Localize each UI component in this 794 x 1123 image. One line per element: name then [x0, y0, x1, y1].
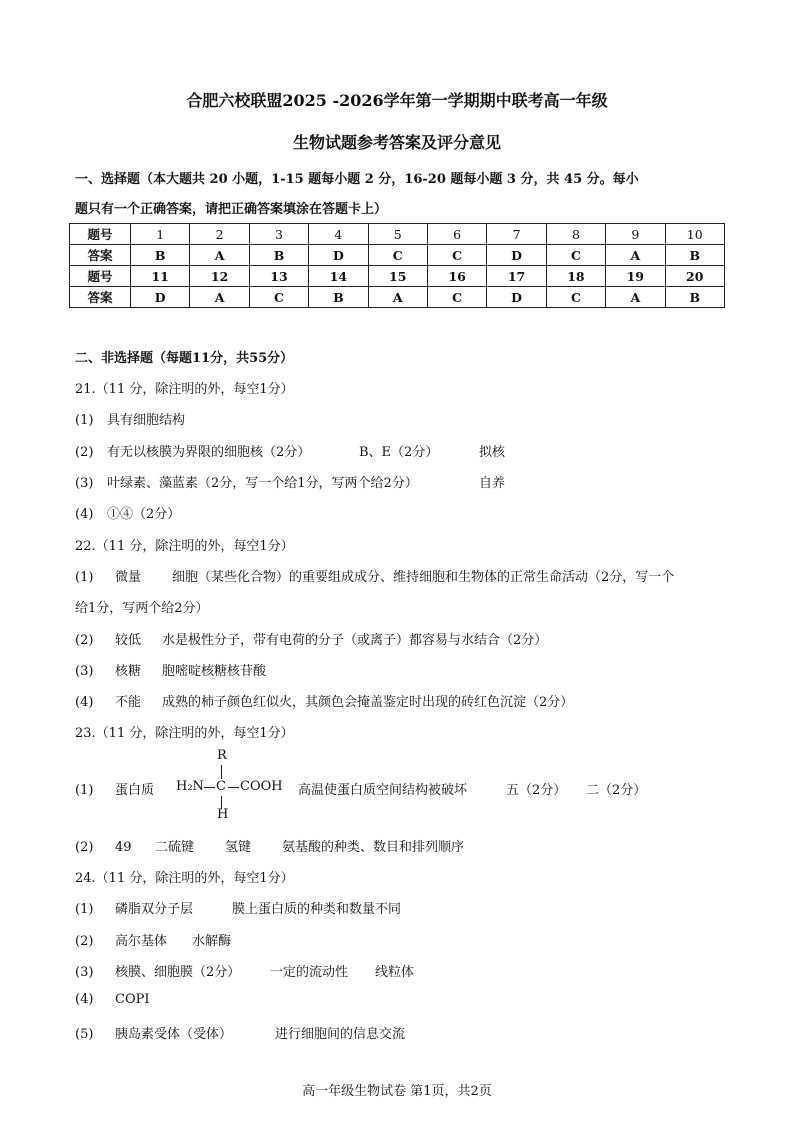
answer-text: 核糖	[115, 664, 142, 679]
answer-text: 细胞（某些化合物）的重要组成成分、维持细胞和生物体的正常生命活动（2分，写一个	[172, 570, 675, 585]
table-header-cell: 答案	[70, 287, 131, 308]
table-cell: 7	[487, 224, 546, 245]
page-footer: 高一年级生物试卷 第1页，共2页	[302, 1084, 492, 1099]
table-cell: D	[487, 287, 546, 308]
part-number: (2)	[75, 633, 94, 648]
answer-text: 成熟的柿子颜色红似火，其颜色会掩盖鉴定时出现的砖红色沉淀（2分）	[162, 695, 574, 710]
formula-carboxyl-group: COOH	[240, 779, 283, 794]
table-cell: 6	[427, 224, 486, 245]
table-cell: 5	[368, 224, 427, 245]
table-cell: 9	[606, 224, 665, 245]
table-header-cell: 题号	[70, 224, 131, 245]
answer-text: 自养	[479, 476, 506, 491]
answer-text: 胞嘧啶核糖核苷酸	[162, 664, 267, 679]
q21-part4	[75, 503, 180, 522]
table-cell: A	[190, 287, 249, 308]
q22-part2	[75, 629, 547, 648]
answer-text: 膜上蛋白质的种类和数量不同	[232, 902, 402, 917]
table-cell: 17	[487, 266, 546, 287]
answer-text: COPI	[115, 992, 150, 1007]
table-cell: C	[427, 245, 486, 266]
table-cell: B	[665, 245, 724, 266]
amino-acid-formula	[176, 748, 283, 822]
table-cell: B	[309, 287, 368, 308]
q24-part4	[75, 992, 150, 1007]
table-cell: 16	[427, 266, 486, 287]
table-cell: 19	[606, 266, 665, 287]
answer-text: 高尔基体	[115, 934, 168, 949]
table-cell: 13	[249, 266, 308, 287]
formula-hydrogen: H	[217, 807, 229, 822]
part-number: (1)	[75, 902, 94, 917]
q24-title: 24.（11 分，除注明的外，每空1分）	[75, 871, 294, 886]
section1-heading-cont: 题只有一个正确答案，请把正确答案填涂在答题卡上）	[75, 202, 388, 217]
q22-part1-cont: 给1分，写两个给2分）	[75, 601, 209, 616]
answer-text: 蛋白质	[115, 783, 155, 798]
answer-text: 二硫键	[155, 840, 195, 855]
part-number: (1)	[75, 570, 94, 585]
q23-part2	[75, 836, 464, 855]
table-row	[70, 287, 725, 308]
part-number: (5)	[75, 1027, 94, 1042]
q21-part3	[75, 472, 505, 491]
table-cell: A	[368, 287, 427, 308]
table-cell: C	[546, 287, 605, 308]
table-header-cell: 答案	[70, 245, 131, 266]
answer-text: 二（2分）	[586, 783, 647, 798]
table-cell: C	[368, 245, 427, 266]
table-cell: 3	[249, 224, 308, 245]
q24-part5	[75, 1023, 405, 1042]
answer-text: 氢键	[225, 840, 252, 855]
part-number: (4)	[75, 507, 94, 522]
page-subtitle: 生物试题参考答案及评分意见	[292, 133, 501, 152]
q22-part4	[75, 691, 573, 710]
q22-part1	[75, 566, 674, 585]
q21-part2	[75, 441, 505, 460]
table-cell: C	[427, 287, 486, 308]
formula-r-group: R	[217, 748, 227, 763]
table-cell: C	[546, 245, 605, 266]
table-cell: D	[309, 245, 368, 266]
table-cell: 1	[131, 224, 190, 245]
table-cell: 14	[309, 266, 368, 287]
table-cell: B	[249, 245, 308, 266]
table-cell: 11	[131, 266, 190, 287]
table-cell: 8	[546, 224, 605, 245]
table-cell: 15	[368, 266, 427, 287]
table-cell: B	[665, 287, 724, 308]
part-number: (2)	[75, 840, 94, 855]
q21-part1	[75, 409, 185, 428]
table-row	[70, 245, 725, 266]
answer-text: 五（2分）	[506, 783, 567, 798]
table-cell: 12	[190, 266, 249, 287]
table-cell: A	[606, 245, 665, 266]
table-cell: A	[606, 287, 665, 308]
answer-text: 不能	[115, 695, 142, 710]
answer-text: 有无以核膜为界限的细胞核（2分）	[107, 445, 311, 460]
q23-title: 23.（11 分，除注明的外，每空1分）	[75, 726, 294, 741]
table-cell: 2	[190, 224, 249, 245]
part-number: (1)	[75, 413, 94, 428]
answer-text: 水解酶	[192, 934, 232, 949]
answer-text: B、E（2分）	[359, 445, 439, 460]
q24-part1	[75, 898, 401, 917]
answer-text: 较低	[115, 633, 142, 648]
answer-text: 微量	[115, 570, 142, 585]
page-title: 合肥六校联盟2025 -2026学年第一学期期中联考高一年级	[186, 91, 608, 110]
formula-bond	[204, 787, 215, 788]
answer-text: 核膜、细胞膜（2分）	[115, 965, 241, 980]
table-cell: C	[249, 287, 308, 308]
table-row	[70, 266, 725, 287]
formula-carbon: C	[216, 779, 226, 794]
answer-text: 高温使蛋白质空间结构被破坏	[298, 783, 468, 798]
answer-text: 线粒体	[375, 965, 415, 980]
table-cell: B	[131, 245, 190, 266]
q24-part2	[75, 930, 231, 949]
q24-part3	[75, 961, 414, 980]
answer-text: 氨基酸的种类、数目和排列顺序	[282, 840, 465, 855]
table-cell: D	[487, 245, 546, 266]
part-number: (2)	[75, 934, 94, 949]
answer-text: 拟核	[479, 445, 506, 460]
formula-bond	[228, 787, 239, 788]
part-number: (1)	[75, 783, 94, 798]
formula-bond-vertical	[221, 765, 222, 779]
answer-text: 进行细胞间的信息交流	[275, 1027, 406, 1042]
table-header-cell: 题号	[70, 266, 131, 287]
part-number: (3)	[75, 476, 94, 491]
answer-text: 水是极性分子，带有电荷的分子（或离子）都容易与水结合（2分）	[162, 633, 548, 648]
q21-title: 21.（11 分，除注明的外，每空1分）	[75, 382, 294, 397]
table-row	[70, 224, 725, 245]
part-number: (4)	[75, 695, 94, 710]
formula-amino-group: H₂N	[176, 779, 204, 794]
answer-text: 49	[115, 840, 132, 855]
part-number: (2)	[75, 445, 94, 460]
table-cell: D	[131, 287, 190, 308]
answer-text: 具有细胞结构	[107, 413, 186, 428]
q23-part1	[75, 779, 646, 798]
part-number: (3)	[75, 664, 94, 679]
table-cell: 10	[665, 224, 724, 245]
part-number: (3)	[75, 965, 94, 980]
answer-text: 叶绿素、藻蓝素（2分，写一个给1分，写两个给2分）	[107, 476, 418, 491]
table-cell: 18	[546, 266, 605, 287]
answer-text: 磷脂双分子层	[115, 902, 194, 917]
table-cell: A	[190, 245, 249, 266]
section1-heading: 一、选择题（本大题共 20 小题，1-15 题每小题 2 分，16-20 题每小题 3 分，共 45 分。每小	[75, 172, 639, 187]
part-number: (4)	[75, 992, 94, 1007]
table-cell: 20	[665, 266, 724, 287]
answer-table	[69, 223, 725, 308]
answer-text: 一定的流动性	[270, 965, 349, 980]
section2-heading: 二、非选择题（每题11分，共55分）	[75, 351, 294, 366]
answer-text: 胰岛素受体（受体）	[115, 1027, 233, 1042]
q22-title: 22.（11 分，除注明的外，每空1分）	[75, 539, 294, 554]
q22-part3	[75, 660, 266, 679]
answer-text: ①④（2分）	[107, 507, 181, 522]
table-cell: 4	[309, 224, 368, 245]
